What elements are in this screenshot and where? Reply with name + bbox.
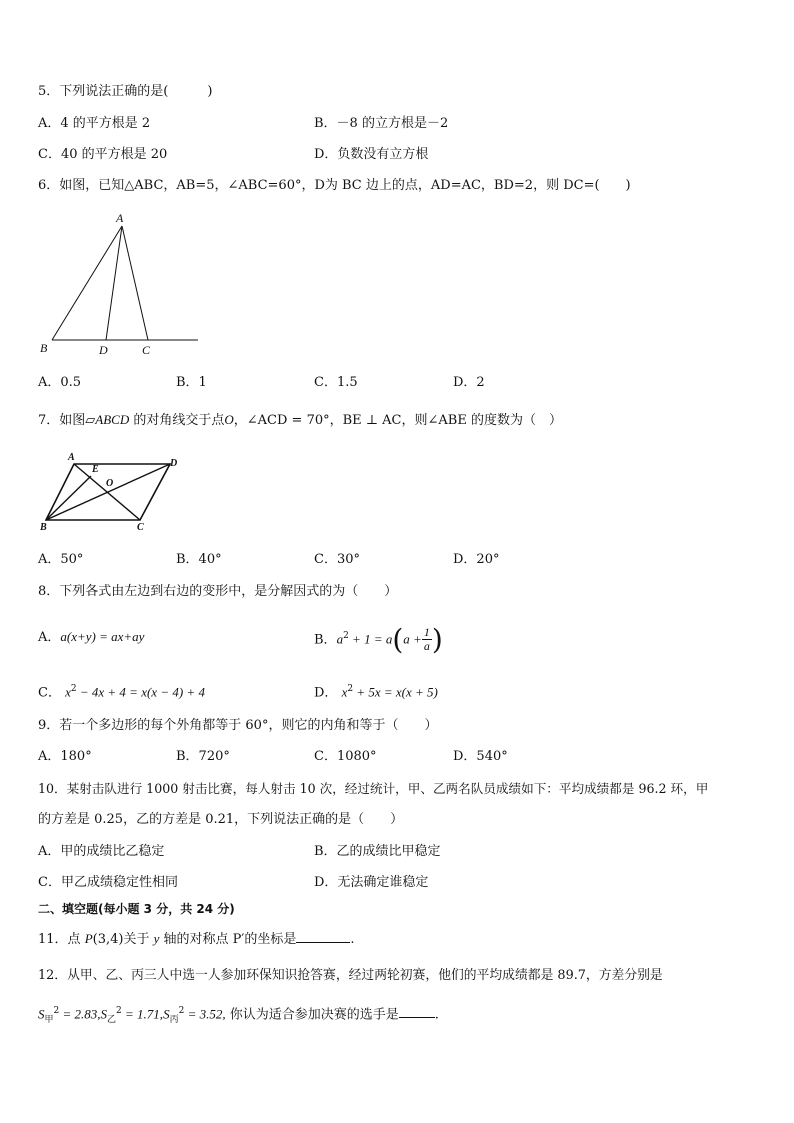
q10-option-c: C．甲乙成绩稳定性相同 bbox=[38, 875, 178, 890]
q7-stem-mid2: ，∠ACD = 70°，BE ⊥ AC，则∠ABE 的度数为（ ） bbox=[233, 413, 562, 428]
q12-s-yi-sub: 乙 bbox=[107, 1014, 117, 1025]
q12-stem-line2 bbox=[38, 1002, 439, 1029]
q8-option-b-denominator: a bbox=[423, 639, 430, 654]
q12-s-yi-square: 2 bbox=[116, 1006, 122, 1016]
q6-label-c: C bbox=[142, 343, 151, 357]
q10-option-a: A．甲的成绩比乙稳定 bbox=[38, 844, 165, 859]
q9-option-a: A．180° bbox=[38, 749, 92, 764]
q8-option-d-rest: + 5x = x(x + 5) bbox=[353, 684, 438, 700]
q6-label-b: B bbox=[40, 341, 48, 355]
q7-option-d: D．20° bbox=[453, 552, 500, 567]
q12-s-yi-value: = 1.71, bbox=[121, 1006, 164, 1022]
q11-coords: (3,4) bbox=[92, 932, 124, 947]
q12-s-jia: S bbox=[38, 1006, 45, 1022]
q6-option-b: B．1 bbox=[176, 375, 207, 390]
q10-stem-line1: 10．某射击队进行 1000 射击比赛，每人射击 10 次，经过统计，甲、乙两名队员成绩如下：平均成绩都是 96.2 环，甲 bbox=[38, 781, 709, 796]
q8-option-b-inner: a + bbox=[403, 631, 422, 647]
q8-option-c-label: C． bbox=[38, 685, 61, 701]
q11-post: 轴的对称点 P′的坐标是 bbox=[159, 932, 297, 947]
q8-option-d bbox=[314, 680, 438, 702]
q12-s-bing-square: 2 bbox=[178, 1006, 185, 1016]
q8-option-b-numerator: 1 bbox=[423, 625, 430, 640]
q5-option-a: A．4 的平方根是 2 bbox=[38, 116, 151, 131]
q7-label-d: D bbox=[170, 458, 178, 469]
q11-pre: 11．点 bbox=[38, 932, 85, 947]
q8-option-c bbox=[38, 680, 205, 702]
q12-stem-line1: 12．从甲、乙、丙三人中选一人参加环保知识抢答赛，经过两轮初赛，他们的平均成绩都是 89.7，方差分别是 bbox=[38, 968, 663, 983]
q6-triangle-figure bbox=[36, 206, 206, 358]
q5-option-c: C．40 的平方根是 20 bbox=[38, 147, 168, 162]
q11-axis-y: y bbox=[153, 931, 160, 946]
q8-option-a-expr: a(x+y) = ax+ay bbox=[60, 629, 145, 644]
q6-option-a: A．0.5 bbox=[38, 375, 82, 390]
q12-end: . bbox=[434, 1007, 439, 1023]
q8-option-b-mid: + 1 = a bbox=[348, 631, 393, 647]
q9-option-b: B．720° bbox=[176, 749, 230, 764]
q8-option-a bbox=[38, 628, 144, 647]
q11-mid: 关于 bbox=[123, 932, 154, 947]
q7-parallelogram-figure bbox=[36, 446, 186, 536]
q8-option-b-label: B． bbox=[314, 632, 337, 648]
q7-segment-be bbox=[46, 476, 91, 520]
q8-option-d-label: D． bbox=[314, 685, 338, 701]
section-fill-in-blank-heading: 二、填空题(每小题 3 分，共 24 分) bbox=[38, 902, 235, 916]
q11-answer-blank[interactable] bbox=[296, 942, 350, 943]
q12-s-jia-sub: 甲 bbox=[44, 1014, 54, 1025]
q12-s-bing-value: = 3.52, bbox=[184, 1006, 226, 1022]
q10-option-b: B．乙的成绩比甲稳定 bbox=[314, 844, 441, 859]
q5-stem: 5．下列说法正确的是( ) bbox=[38, 84, 213, 99]
q12-s-yi: S bbox=[100, 1006, 108, 1022]
q5-option-b: B．－8 的立方根是－2 bbox=[314, 116, 449, 131]
q8-option-b-square: 2 bbox=[343, 631, 349, 641]
q8-option-c-square: 2 bbox=[70, 684, 77, 694]
q7-parallelogram-name: ABCD bbox=[95, 412, 130, 427]
q8-option-c-rest: − 4x + 4 = x(x − 4) + 4 bbox=[76, 684, 205, 700]
q7-label-b: B bbox=[40, 522, 47, 533]
q7-label-e: E bbox=[92, 464, 99, 475]
q6-segment-ab bbox=[52, 226, 122, 340]
q8-option-b-a: a bbox=[336, 631, 344, 647]
q11-end: . bbox=[350, 932, 355, 947]
q7-diagonal-bd bbox=[46, 464, 170, 520]
q12-s-jia-square: 2 bbox=[53, 1006, 60, 1016]
q6-label-a: A bbox=[116, 211, 124, 225]
q10-option-d: D．无法确定谁稳定 bbox=[314, 875, 429, 890]
q5-option-d: D．负数没有立方根 bbox=[314, 147, 429, 162]
q7-stem-pre: 7．如图▱ bbox=[38, 413, 96, 428]
q9-option-c: C．1080° bbox=[314, 749, 377, 764]
q7-stem bbox=[38, 411, 562, 430]
q7-option-c: C．30° bbox=[314, 552, 360, 567]
q6-segment-ad bbox=[106, 226, 122, 340]
q6-stem: 6．如图，已知△ABC，AB=5，∠ABC=60°，D为 BC 边上的点，AD=AC，BD=2，则 DC=( ) bbox=[38, 178, 631, 193]
q10-stem-line2: 的方差是 0.25，乙的方差是 0.21，下列说法正确的是（ ） bbox=[38, 812, 404, 827]
q8-option-c-x: x bbox=[65, 684, 71, 700]
q6-segment-ac bbox=[122, 226, 148, 340]
q7-option-a: A．50° bbox=[38, 552, 84, 567]
q7-option-b: B．40° bbox=[176, 552, 222, 567]
q7-stem-mid1: 的对角线交于点 bbox=[129, 413, 225, 428]
q12-tail: 你认为适合参加决赛的选手是 bbox=[225, 1007, 399, 1023]
q8-option-b-right-paren: ) bbox=[431, 622, 443, 656]
q11-stem bbox=[38, 930, 355, 949]
q8-option-b-left-paren: ( bbox=[392, 622, 404, 656]
q8-option-b-fraction bbox=[422, 626, 432, 653]
q7-label-a: A bbox=[68, 452, 75, 463]
q12-s-bing: S bbox=[163, 1006, 170, 1022]
q12-s-bing-sub: 丙 bbox=[169, 1014, 179, 1025]
q6-option-c: C．1.5 bbox=[314, 375, 358, 390]
q9-option-d: D．540° bbox=[453, 749, 508, 764]
q7-point-o: O bbox=[224, 412, 234, 427]
q8-option-a-label: A． bbox=[38, 630, 61, 645]
q7-label-o: O bbox=[106, 478, 114, 489]
q8-option-b bbox=[314, 614, 443, 662]
q8-option-d-square: 2 bbox=[347, 684, 354, 694]
q12-answer-blank[interactable] bbox=[399, 1017, 435, 1018]
q6-label-d: D bbox=[99, 343, 108, 357]
q12-s-jia-value: = 2.83, bbox=[59, 1006, 101, 1022]
q9-stem: 9．若一个多边形的每个外角都等于 60°，则它的内角和等于（ ） bbox=[38, 718, 438, 733]
q8-stem: 8．下列各式由左边到右边的变形中，是分解因式的为（ ） bbox=[38, 584, 398, 599]
q7-label-c: C bbox=[137, 522, 144, 533]
q6-option-d: D．2 bbox=[453, 375, 485, 390]
q8-option-d-x: x bbox=[341, 684, 348, 700]
q11-point-p: P bbox=[84, 931, 93, 946]
